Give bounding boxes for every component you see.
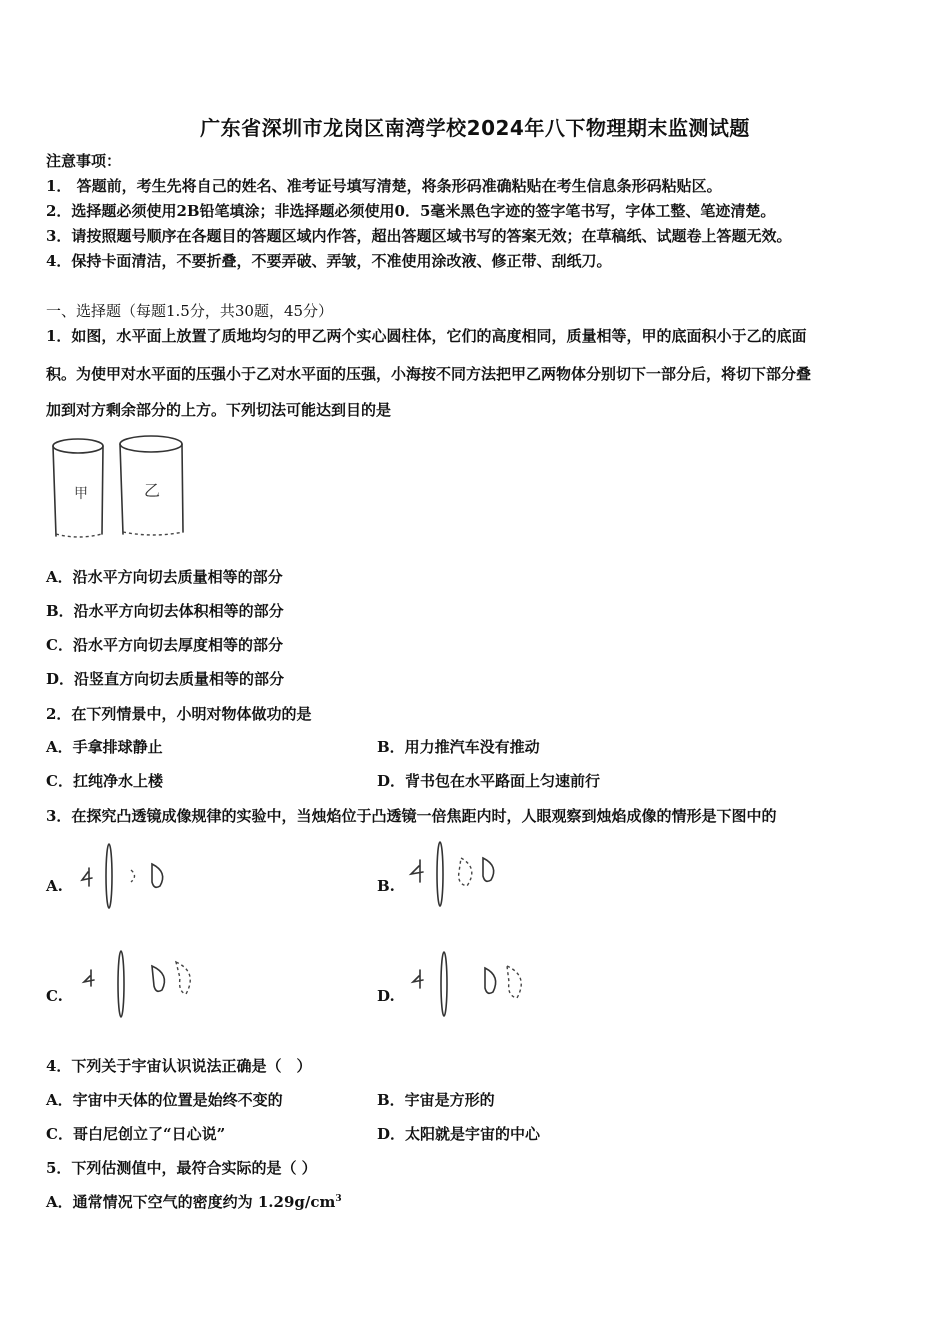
virtual-image xyxy=(131,870,135,882)
candle-flame xyxy=(411,860,423,882)
option-text: B．宇宙是方形的 xyxy=(377,1091,495,1109)
option-text: D．背书包在水平路面上匀速前行 xyxy=(377,772,601,790)
lens-diagram-c xyxy=(78,948,208,1022)
candle-flame xyxy=(82,868,92,886)
option-text xyxy=(46,1191,342,1213)
notice-item: 1． 答题前，考生先将自己的姓名、准考证号填写清楚，将条形码准确粘贴在考生信息条形码粘贴区。 xyxy=(46,177,722,195)
option-label: D. xyxy=(377,987,395,1005)
option-text: D．沿竖直方向切去质量相等的部分 xyxy=(46,670,285,688)
option-text: A．宇宙中天体的位置是始终不变的 xyxy=(46,1091,283,1109)
option-text: C．沿水平方向切去厚度相等的部分 xyxy=(46,636,283,654)
question-1-line: 加到对方剩余部分的上方。下列切法可能达到目的是 xyxy=(46,401,392,419)
option-text: B．用力推汽车没有推动 xyxy=(377,738,540,756)
option-text: B．沿水平方向切去体积相等的部分 xyxy=(46,602,284,620)
question-1-line: 积。为使甲对水平面的压强小于乙对水平面的压强，小海按不同方法把甲乙两物体分别切下一部分后，将切下部分叠 xyxy=(46,365,812,383)
lens-diagram-b xyxy=(405,838,515,912)
candle-flame xyxy=(84,970,94,986)
question-3-stem: 3．在探究凸透镜成像规律的实验中，当烛焰位于凸透镜一倍焦距内时，人眼观察到烛焰成像的情形是下图中的 xyxy=(46,807,777,825)
cylinder-label: 甲 xyxy=(74,486,88,502)
eye xyxy=(483,858,494,881)
notice-item: 3．请按照题号顺序在各题目的答题区域内作答，超出答题区域书写的答案无效；在草稿纸、试题卷上答题无效。 xyxy=(46,227,792,245)
eye xyxy=(485,968,496,993)
virtual-image xyxy=(507,966,521,998)
cylinder-jia xyxy=(53,439,103,537)
lens-diagram-d xyxy=(405,950,535,1022)
convex-lens xyxy=(106,844,112,908)
eye xyxy=(152,966,164,991)
option-a-text: A．通常情况下空气的密度约为 1.29g/cm xyxy=(46,1193,336,1211)
option-label: B. xyxy=(377,877,395,895)
virtual-image xyxy=(459,858,472,886)
convex-lens xyxy=(118,951,124,1017)
option-text: A．沿水平方向切去质量相等的部分 xyxy=(46,568,283,586)
option-text: D．太阳就是宇宙的中心 xyxy=(377,1125,541,1143)
question-2-stem: 2．在下列情景中，小明对物体做功的是 xyxy=(46,705,312,723)
notice-heading: 注意事项： xyxy=(46,152,122,170)
convex-lens xyxy=(437,842,443,906)
virtual-image xyxy=(176,962,190,994)
question-1-line: 1．如图，水平面上放置了质地均匀的甲乙两个实心圆柱体，它们的高度相同，质量相等，甲的底面积小于乙的底面 xyxy=(46,327,807,345)
notice-item: 4．保持卡面清洁，不要折叠，不要弄破、弄皱，不准使用涂改液、修正带、刮纸刀。 xyxy=(46,252,612,270)
question-4-stem: 4．下列关于宇宙认识说法正确是（ ） xyxy=(46,1057,312,1075)
option-text: C．扛纯净水上楼 xyxy=(46,772,163,790)
option-text: A．手拿排球静止 xyxy=(46,738,163,756)
question-5-stem: 5．下列估测值中，最符合实际的是（ ） xyxy=(46,1159,317,1177)
unit-exponent: 3 xyxy=(335,1194,342,1204)
lens-diagram-a xyxy=(78,842,178,912)
cylinder-yi xyxy=(120,436,183,535)
eye xyxy=(152,864,163,887)
cylinders-figure xyxy=(40,430,200,550)
option-text: C．哥白尼创立了“日心说” xyxy=(46,1125,226,1143)
option-label: A. xyxy=(46,877,63,895)
section-heading: 一、选择题（每题1.5分，共30题，45分） xyxy=(46,302,334,320)
option-label: C. xyxy=(46,987,63,1005)
notice-item: 2．选择题必须使用2B铅笔填涂；非选择题必须使用0．5毫米黑色字迹的签字笔书写，字体工整、笔迹清楚。 xyxy=(46,202,776,220)
convex-lens xyxy=(441,952,447,1016)
candle-flame xyxy=(413,970,423,988)
cylinder-label: 乙 xyxy=(144,481,161,500)
page-title: 广东省深圳市龙岗区南湾学校2024年八下物理期末监测试题 xyxy=(200,116,750,140)
